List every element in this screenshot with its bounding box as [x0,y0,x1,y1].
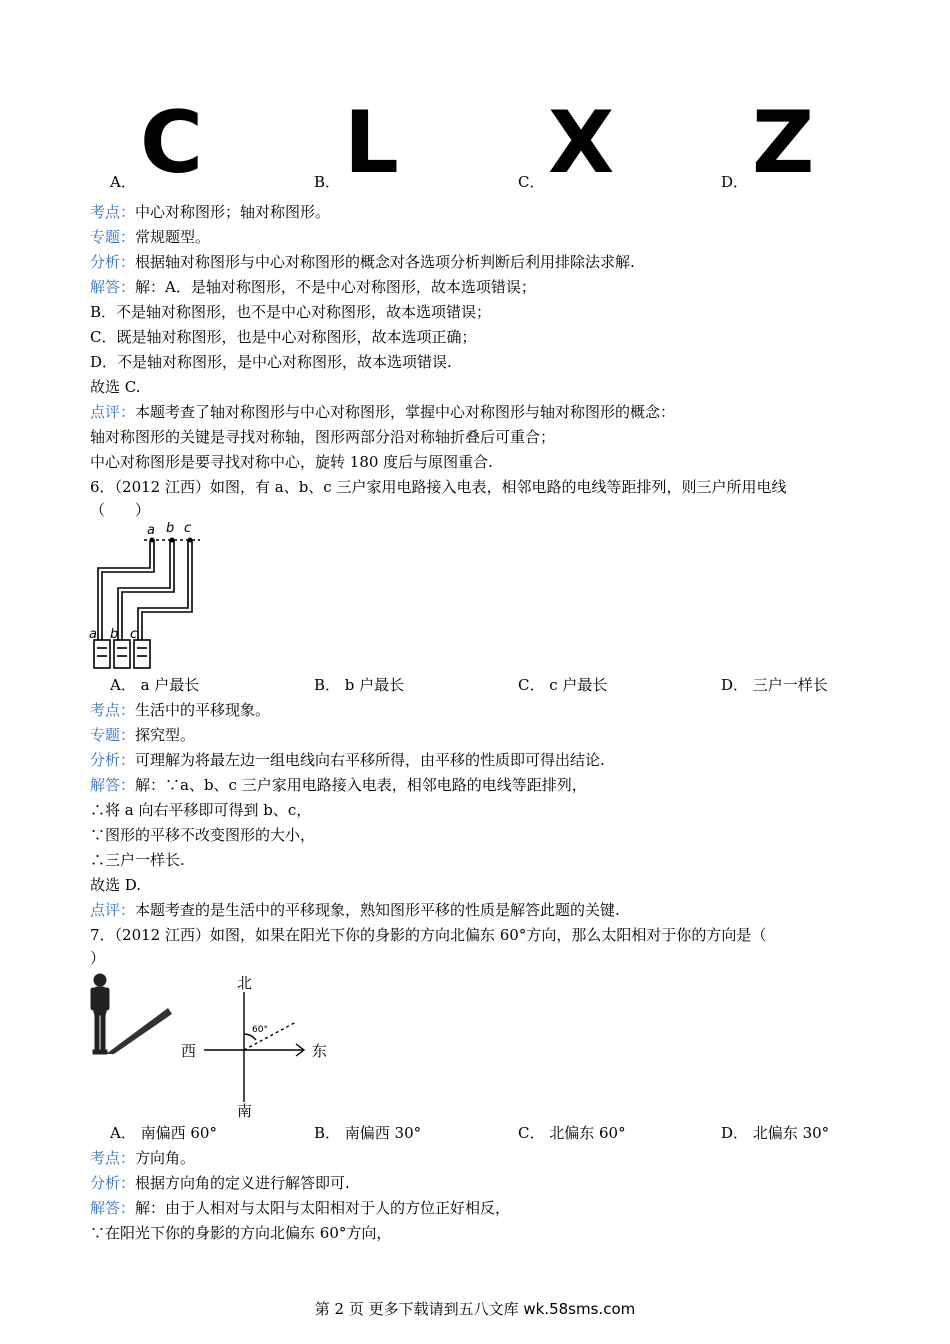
label: 点评： [90,403,136,421]
label: 解答： [90,278,136,296]
q5-line: C．既是轴对称图形，也是中心对称图形，故本选项正确； [90,328,477,346]
text: 解：∵a、b、c 三户家用电路接入电表，相邻电路的电线等距排列， [135,776,587,794]
q6-fenxi [90,750,605,770]
q5-dianping-line: 中心对称图形是要寻找对称中心，旋转 180 度后与原图重合. [90,453,493,471]
q5-fenxi [90,252,635,272]
text: 解：A．是轴对称图形，不是中心对称图形，故本选项错误； [135,278,536,296]
q5-zhuanti [90,227,210,247]
text: 本题考查的是生活中的平移现象，熟知图形平移的性质是解答此题的关键. [135,901,620,919]
text: 方向角。 [135,1149,196,1167]
q6-line: 故选 D. [90,876,142,894]
text: 生活中的平移现象。 [135,701,271,719]
text: 本题考查了轴对称图形与中心对称图形，掌握中心对称图形与轴对称图形的概念： [135,403,676,421]
label: 解答： [90,776,136,794]
label-east: 东 [312,1042,328,1060]
q6-circuit-figure [88,520,208,672]
q5-jieda [90,277,536,297]
q6-line: ∵图形的平移不改变图形的大小， [90,826,316,844]
q5-option-a: A． [110,173,136,191]
figure-letter-l: L [344,93,399,193]
figure-letter-x: X [548,93,615,193]
label-a-top: a [147,523,155,538]
q7-line: ∵在阳光下你的身影的方向北偏东 60°方向， [90,1224,392,1242]
q6-line: ∴三户一样长. [90,851,185,869]
label: 考点： [90,1149,136,1167]
label-north: 北 [237,974,253,992]
label: 专题： [90,726,136,744]
label: 点评： [90,901,136,919]
label: 分析： [90,1174,136,1192]
label-c-top: c [184,521,192,536]
q6-line: ∴将 a 向右平移即可得到 b、c， [90,801,312,819]
q6-option-d: D． 三户一样长 [721,676,828,694]
q5-option-b: B． [314,173,341,191]
label-c-bottom: c [130,627,138,642]
figure-letter-z: Z [752,93,815,193]
q6-option-c: C． c 户最长 [518,676,608,694]
label-angle: 60° [252,1025,268,1035]
q6-option-a: A． a 户最长 [110,676,200,694]
label: 专题： [90,228,136,246]
label-b-top: b [166,521,175,536]
label-a-bottom: a [89,627,97,642]
q7-kaodian [90,1148,195,1168]
label: 解答： [90,1199,136,1217]
text: 根据轴对称图形与中心对称图形的概念对各选项分析判断后利用排除法求解. [135,253,635,271]
q5-line: 故选 C. [90,378,141,396]
label-south: 南 [237,1102,253,1120]
label-b-bottom: b [110,627,119,642]
label: 考点： [90,701,136,719]
page-footer [0,1298,950,1319]
q7-option-d: D． 北偏东 30° [721,1124,830,1142]
footer-text: 第 2 页 更多下载请到五八文库 [314,1300,524,1318]
q6-stem-2: （ ） [90,501,151,519]
q7-stem: 7．（2012 江西）如图，如果在阳光下你的身影的方向北偏东 60°方向，那么太阳相对于你的方向是（ [90,926,767,944]
shadow-figure [106,1008,172,1054]
text: 常规题型。 [135,228,211,246]
q5-option-d: D． [721,173,749,191]
text: 解：由于人相对与太阳与太阳相对于人的方位正好相反， [135,1199,511,1217]
q7-stem-2: ） [90,949,106,967]
text: 探究型。 [135,726,196,744]
q7-option-c: C． 北偏东 60° [518,1124,626,1142]
person-figure [91,974,109,1054]
text: 中心对称图形；轴对称图形。 [135,203,331,221]
label: 考点： [90,203,136,221]
figure-letter-c: C [140,93,204,193]
q5-line: D．不是轴对称图形，是中心对称图形，故本选项错误. [90,353,452,371]
label-west: 西 [181,1042,197,1060]
q7-option-b: B． 南偏西 30° [314,1124,422,1142]
q6-dianping [90,900,620,920]
q6-kaodian [90,700,270,720]
q5-dianping-line: 轴对称图形的关键是寻找对称轴，图形两部分沿对称轴折叠后可重合； [90,428,556,446]
q7-jieda [90,1198,510,1218]
q5-kaodian [90,202,330,222]
q6-option-b: B． b 户最长 [314,676,405,694]
q6-zhuanti [90,725,195,745]
q5-line: B．不是轴对称图形，也不是中心对称图形，故本选项错误； [90,303,492,321]
q7-option-a: A． 南偏西 60° [110,1124,217,1142]
q6-jieda [90,775,587,795]
q6-stem: 6．（2012 江西）如图，有 a、b、c 三户家用电路接入电表，相邻电路的电线等距排列，则三户所用电线 [90,478,787,496]
label: 分析： [90,253,136,271]
q7-fenxi [90,1173,350,1193]
q7-direction-figure [86,970,346,1120]
footer-site: wk.58sms.com [523,1300,636,1318]
q5-dianping [90,402,675,422]
label: 分析： [90,751,136,769]
text: 可理解为将最左边一组电线向右平移所得，由平移的性质即可得出结论. [135,751,605,769]
text: 根据方向角的定义进行解答即可. [135,1174,350,1192]
q5-option-c: C． [518,173,545,191]
